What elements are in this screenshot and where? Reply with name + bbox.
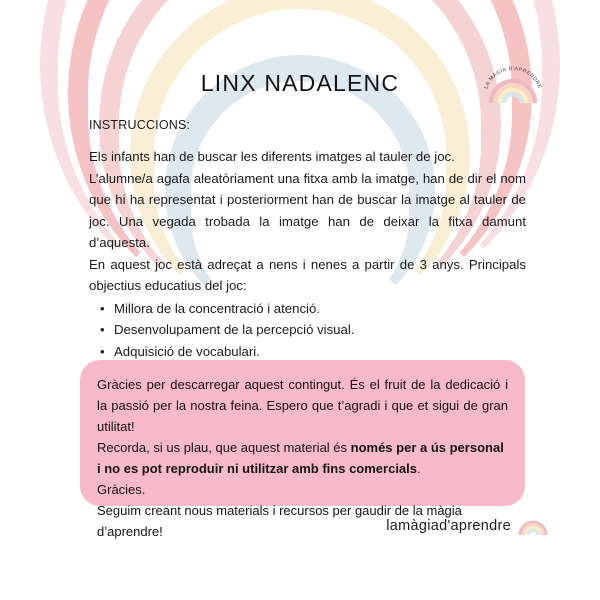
list-item: • Desenvolupament de la percepció visual. xyxy=(114,319,526,341)
instruction-paragraph-3: En aquest joc està adreçat a nens i nenes a partir de 3 anys. Principals objectius educatius del joc: xyxy=(89,256,526,293)
footer-signature xyxy=(0,515,600,537)
logo-curved-text: LA MÀGIA D'APRENDRE xyxy=(483,65,543,90)
notice-thanks: Gràcies per descarregar aquest contingut. És el fruit de la dedicació i la passió per la nostra feina. Espero que t’agradi i que et sigui de gran utilitat! xyxy=(97,377,508,434)
notice-thanks-short: Gràcies. xyxy=(97,482,146,497)
instruction-paragraph-2: L’alumne/a agafa aleatòriament una fitxa amb la imatge, han de dir el nom que hi ha representat i posteriorment han de buscar la imatge al tauler de joc. Una vegada trobada la imatge han de deixar la fitxa damunt d’aquesta. xyxy=(89,170,526,250)
instructions-heading: INSTRUCCIONS: xyxy=(89,118,191,132)
rainbow-icon xyxy=(491,81,535,103)
notice-reminder-suffix: . xyxy=(417,461,421,476)
notice-closing: Seguim creant nous materials i recursos per gaudir de la màgia d’aprendre! xyxy=(97,503,462,539)
notice-reminder xyxy=(97,437,508,479)
page-title: LINX NADALENC xyxy=(200,70,400,96)
instruction-paragraph-1: Els infants han de buscar les diferents imatges al tauler de joc. xyxy=(89,149,455,164)
list-item: • Adquisició de vocabulari. xyxy=(114,341,526,363)
instructions-section xyxy=(89,118,526,362)
brand-logo xyxy=(477,57,549,107)
list-item: • Millora de la concentració i atenció. xyxy=(114,298,526,320)
notice-reminder-prefix: Recorda, si us plau, que aquest material és xyxy=(97,440,351,455)
footer-brand-text: lamàgiad'aprendre xyxy=(386,518,511,534)
objectives-list xyxy=(89,298,526,363)
notice-reminder-bold: només per a ús personal i no es pot reproduir ni utilitzar amb fins comercials xyxy=(97,440,504,476)
copyright-notice-box xyxy=(80,360,525,539)
rainbow-icon xyxy=(518,515,548,537)
